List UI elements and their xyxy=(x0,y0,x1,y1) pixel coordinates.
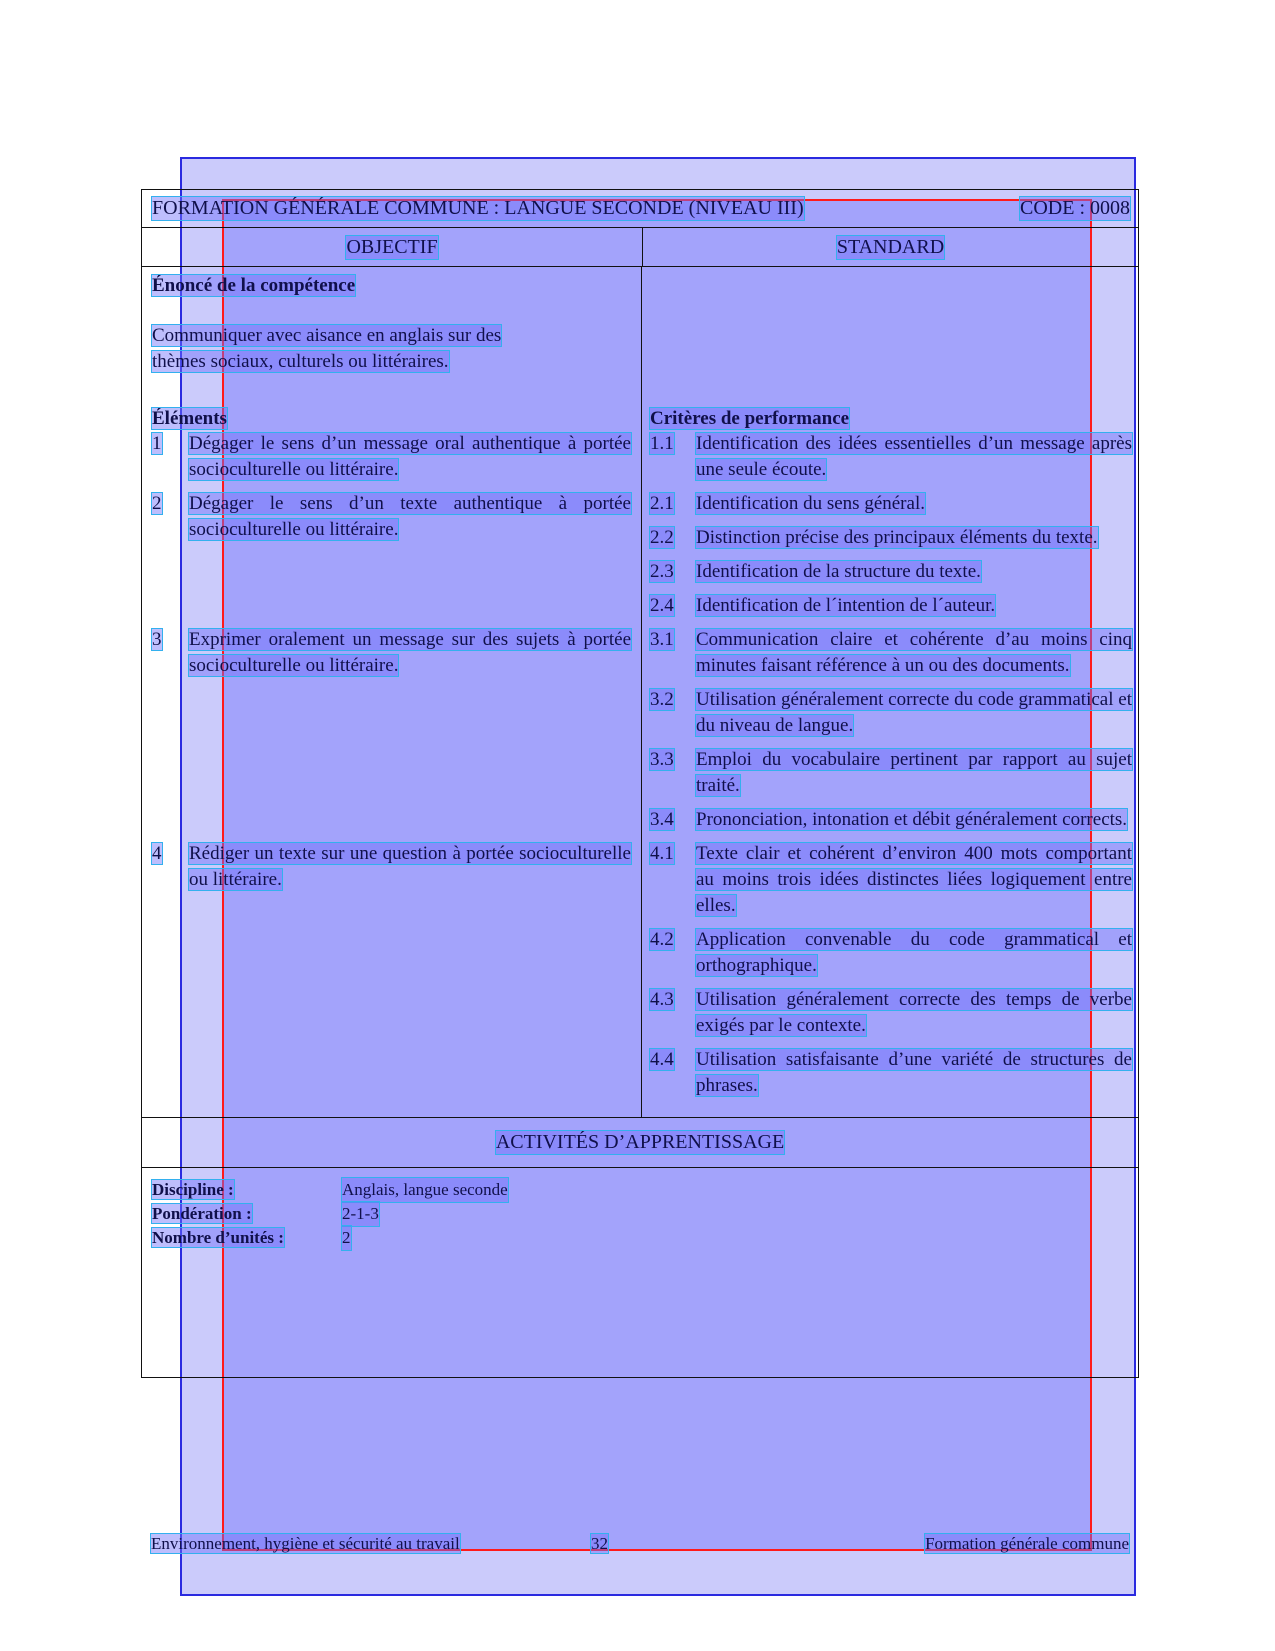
page-footer xyxy=(151,1534,1129,1554)
units-label: Nombre d’unités : xyxy=(152,1228,284,1247)
elements-title: Éléments xyxy=(152,408,227,429)
element-text: Exprimer oralement un message sur des sujets à portée socioculturelle ou littéraire. xyxy=(189,629,631,676)
activities-title: ACTIVITÉS D’APPRENTISSAGE xyxy=(495,1131,785,1153)
criterion-item xyxy=(650,687,1132,739)
criterion-text: Identification de la structure du texte. xyxy=(696,561,981,582)
element-number: 3 xyxy=(152,629,162,650)
competence-title: Énoncé de la compétence xyxy=(152,275,356,296)
criterion-text: Texte clair et cohérent d’environ 400 mots comportant au moins trois idées distinctes liées logiquement entre elles. xyxy=(696,843,1132,916)
element-text: Rédiger un texte sur une question à portée socioculturelle ou littéraire. xyxy=(189,843,631,890)
criteria-group xyxy=(650,627,1132,833)
discipline-label: Discipline : xyxy=(152,1180,234,1199)
element-item xyxy=(152,841,631,893)
criterion-item xyxy=(650,559,1132,585)
criterion-text: Application convenable du code grammatical et orthographique. xyxy=(696,929,1132,976)
competence-text: Communiquer avec aisance en anglais sur des thèmes sociaux, culturels ou littéraires. xyxy=(152,325,502,372)
criterion-number: 4.3 xyxy=(650,989,674,1010)
footer-page: 32 xyxy=(591,1534,608,1553)
criterion-text: Utilisation satisfaisante d’une variété de structures de phrases. xyxy=(696,1049,1132,1096)
criterion-text: Identification du sens général. xyxy=(696,493,925,514)
criterion-text: Prononciation, intonation et débit généralement corrects. xyxy=(696,809,1128,830)
criteria-title: Critères de performance xyxy=(650,408,850,429)
criterion-number: 2.4 xyxy=(650,595,674,616)
objectif-column xyxy=(142,267,642,1117)
element-item xyxy=(152,627,631,679)
criterion-item xyxy=(650,841,1132,919)
criterion-item xyxy=(650,927,1132,979)
criterion-number: 4.2 xyxy=(650,929,674,950)
criteria-list xyxy=(650,431,1132,1099)
column-standard: STANDARD xyxy=(836,235,945,258)
element-number: 4 xyxy=(152,843,162,864)
element-number: 2 xyxy=(152,493,162,514)
criterion-number: 4.4 xyxy=(650,1049,674,1070)
footer-left: Environnement, hygiène et sécurité au travail xyxy=(151,1534,460,1553)
criterion-number: 3.2 xyxy=(650,689,674,710)
criterion-item xyxy=(650,431,1132,483)
criterion-number: 3.4 xyxy=(650,809,674,830)
column-header-row xyxy=(141,228,1139,267)
criteria-group xyxy=(650,431,1132,483)
criterion-number: 2.2 xyxy=(650,527,674,548)
element-item xyxy=(152,431,631,483)
discipline-block xyxy=(141,1168,1139,1378)
criterion-number: 2.1 xyxy=(650,493,674,514)
footer-right: Formation générale commune xyxy=(925,1534,1129,1553)
criterion-text: Identification des idées essentielles d’un message après une seule écoute. xyxy=(696,433,1132,480)
header-code: CODE : 0008 xyxy=(1020,197,1130,219)
element-text: Dégager le sens d’un texte authentique à portée socioculturelle ou littéraire. xyxy=(189,493,631,540)
criterion-number: 1.1 xyxy=(650,433,674,454)
criterion-item xyxy=(650,807,1132,833)
elements-list xyxy=(152,431,631,893)
criteria-group xyxy=(650,491,1132,619)
header-title: FORMATION GÉNÉRALE COMMUNE : LANGUE SECONDE (NIVEAU III) xyxy=(152,197,804,219)
criterion-item xyxy=(650,987,1132,1039)
criterion-number: 4.1 xyxy=(650,843,674,864)
criterion-text: Communication claire et cohérente d’au moins cinq minutes faisant référence à un ou des documents. xyxy=(696,629,1132,676)
element-item xyxy=(152,491,631,543)
element-number: 1 xyxy=(152,433,162,454)
criterion-number: 2.3 xyxy=(650,561,674,582)
header-row xyxy=(141,189,1139,228)
criterion-text: Identification de l´intention de l´auteur. xyxy=(696,595,996,616)
units-value: 2 xyxy=(342,1226,351,1250)
competence-table xyxy=(141,189,1139,1378)
criterion-text: Utilisation généralement correcte du code grammatical et du niveau de langue. xyxy=(696,689,1132,736)
criterion-text: Emploi du vocabulaire pertinent par rapport au sujet traité. xyxy=(696,749,1132,796)
standard-column xyxy=(642,267,1138,1117)
criteria-group xyxy=(650,841,1132,1099)
discipline-value: Anglais, langue seconde xyxy=(342,1178,508,1202)
criterion-item xyxy=(650,627,1132,679)
ponderation-value: 2-1-3 xyxy=(342,1202,379,1226)
column-objectif: OBJECTIF xyxy=(346,235,438,258)
criterion-item xyxy=(650,491,1132,517)
content-row xyxy=(141,267,1139,1118)
criterion-text: Utilisation généralement correcte des temps de verbe exigés par le contexte. xyxy=(696,989,1132,1036)
criterion-text: Distinction précise des principaux éléments du texte. xyxy=(696,527,1098,548)
criterion-item xyxy=(650,593,1132,619)
element-text: Dégager le sens d’un message oral authentique à portée socioculturelle ou littéraire. xyxy=(189,433,631,480)
ponderation-label: Pondération : xyxy=(152,1204,252,1223)
criterion-item xyxy=(650,525,1132,551)
criterion-item xyxy=(650,1047,1132,1099)
criterion-number: 3.3 xyxy=(650,749,674,770)
activities-row xyxy=(141,1118,1139,1168)
criterion-number: 3.1 xyxy=(650,629,674,650)
criterion-item xyxy=(650,747,1132,799)
